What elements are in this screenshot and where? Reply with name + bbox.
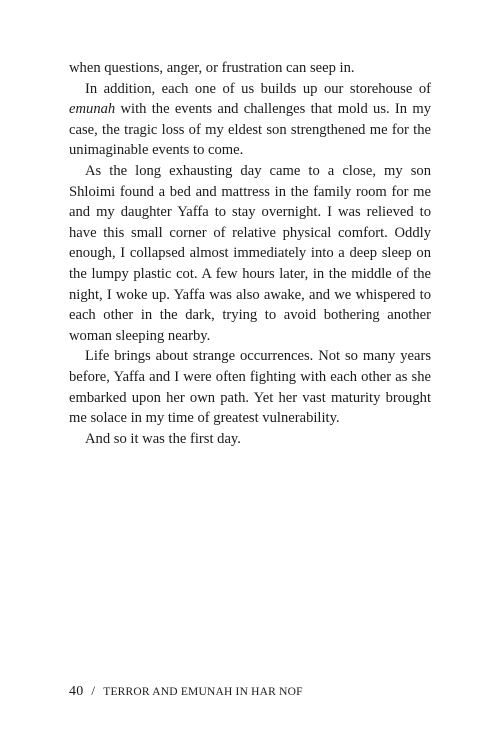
paragraph-continued: when questions, anger, or frustration can seep in. [69,60,355,76]
page-number: 40 [69,684,84,699]
page-body [69,58,431,449]
running-title: TERROR AND EMUNAH IN HAR NOF [103,686,303,698]
emphasis-emunah: emunah [69,101,116,118]
paragraph-life-brings: Life brings about strange occurrences. Not so many years before, Yaffa and I were often fighting with each other as she embarked upon her own path. Yet her vast maturity brought me solace in my time of greatest vulnerability. [69,348,431,427]
page-footer [69,683,303,700]
paragraph-text: In addition, each one of us builds up our storehouse of [85,80,431,97]
paragraph-long-day: As the long exhausting day came to a close, my son Shloimi found a bed and mattress in the family room for me and my daughter Yaffa to stay overnight. I was relieved to have this small corner of relative physical comfort. Oddly enough, I collapsed almost immediately into a deep sleep on the lumpy plastic cot. A few hours later, in the middle of the night, I woke up. Yaffa was also awake, and we whispered to each other in the dark, trying to avoid bothering another woman sleeping nearby. [69,162,431,344]
paragraph-storehouse [69,79,431,161]
footer-separator: / [91,683,96,698]
paragraph-first-day: And so it was the first day. [85,430,241,447]
paragraph-text: with the events and challenges that mold us. In my case, the tragic loss of my eldest son strengthened me for the unimaginable events to come. [69,101,431,159]
